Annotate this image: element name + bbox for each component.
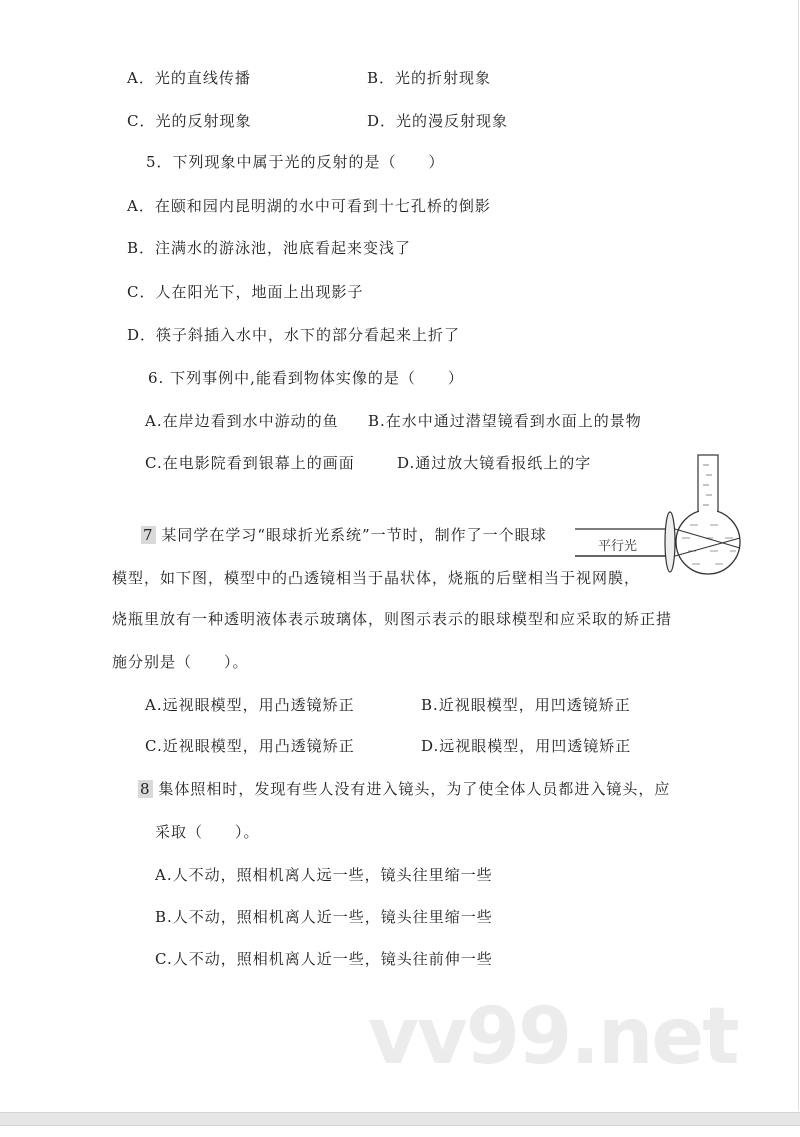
q6-option-c: C.在电影院看到银幕上的画面: [145, 454, 355, 472]
q7-line-1: [141, 525, 547, 545]
q5-option-a: A．在颐和园内昆明湖的水中可看到十七孔桥的倒影: [127, 197, 491, 215]
q7-option-a: A.远视眼模型，用凸透镜矫正: [145, 696, 355, 714]
q8-option-c: C.人不动，照相机离人近一些，镜头往前伸一些: [155, 950, 493, 968]
parallel-light-label: 平行光: [598, 539, 638, 554]
q6-option-a: A.在岸边看到水中游动的鱼: [145, 412, 339, 430]
q6-option-b: B.在水中通过潜望镜看到水面上的景物: [368, 412, 642, 430]
q4-option-c: C．光的反射现象: [127, 112, 252, 130]
q7-line-2: 模型，如下图，模型中的凸透镜相当于晶状体，烧瓶的后壁相当于视网膜，: [112, 569, 641, 587]
q5-option-d: D．筷子斜插入水中，水下的部分看起来上折了: [127, 326, 461, 344]
q7-number: 7: [143, 526, 154, 544]
watermark: vv99.net: [368, 992, 738, 1082]
q8-line-1: [138, 779, 670, 799]
q5-option-c: C．人在阳光下，地面上出现影子: [127, 283, 364, 301]
q4-option-a: A．光的直线传播: [127, 69, 251, 87]
q7-option-d: D.远视眼模型，用凹透镜矫正: [421, 737, 632, 755]
q8-option-a: A.人不动，照相机离人远一些，镜头往里缩一些: [155, 866, 493, 884]
q8-number: 8: [140, 780, 151, 798]
q4-option-d: D．光的漫反射现象: [367, 112, 509, 130]
page-separator: [0, 1112, 800, 1126]
q8-option-b: B.人不动，照相机离人近一些，镜头往里缩一些: [155, 908, 493, 926]
eyeball-model-figure: [570, 450, 780, 589]
q8-text: 集体照相时，发现有些人没有进入镜头，为了使全体人员都进入镜头，应: [158, 780, 671, 798]
q4-option-b: B．光的折射现象: [367, 69, 492, 87]
q5-stem: 5．下列现象中属于光的反射的是（ ）: [146, 153, 445, 171]
q8-line-2: 采取（ ）。: [155, 823, 260, 841]
q6-option-d: D.通过放大镜看报纸上的字: [397, 454, 592, 472]
q7-option-b: B.近视眼模型，用凹透镜矫正: [421, 696, 631, 714]
q7-text: 某同学在学习“眼球折光系统”一节时，制作了一个眼球: [161, 526, 547, 544]
q7-option-c: C.近视眼模型，用凸透镜矫正: [145, 737, 355, 755]
q5-option-b: B．注满水的游泳池，池底看起来变浅了: [127, 239, 412, 257]
q7-line-3: 烧瓶里放有一种透明液体表示玻璃体，则图示表示的眼球模型和应采取的矫正措: [112, 610, 673, 628]
q6-stem: 6. 下列事例中,能看到物体实像的是（ ）: [148, 369, 464, 387]
q7-line-4: 施分别是（ ）。: [112, 653, 249, 671]
flask-lens-diagram: [570, 450, 780, 585]
